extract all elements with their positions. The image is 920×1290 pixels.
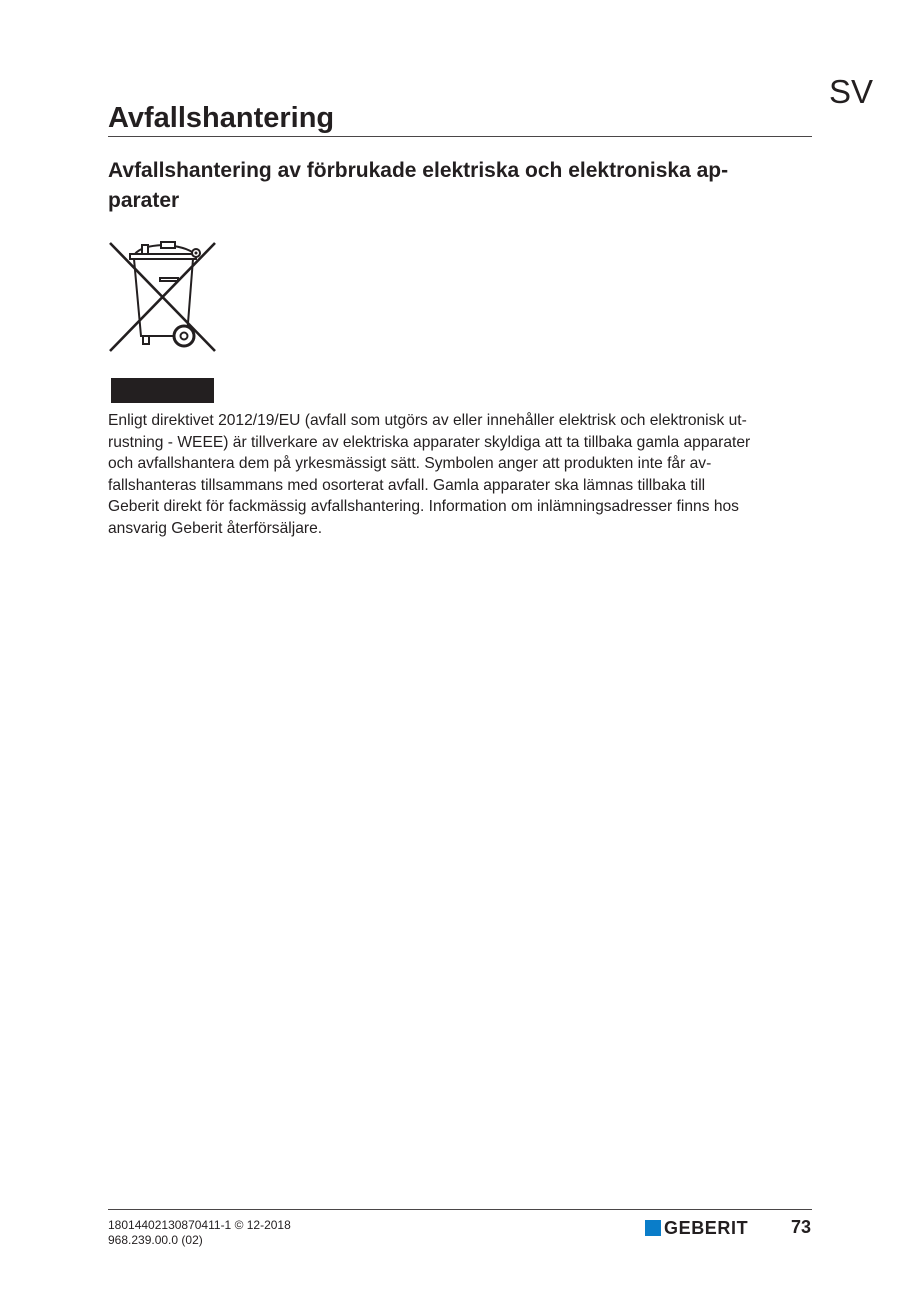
body-line: Enligt direktivet 2012/19/EU (avfall som utgörs av eller innehåller elektrisk och elektronisk ut- [108, 412, 747, 429]
section-title-line: Avfallshantering av förbrukade elektriska och elektroniska ap- [108, 159, 729, 182]
page-title: Avfallshantering [108, 102, 335, 134]
document-number: 968.239.00.0 (02) [108, 1233, 203, 1247]
brand-square-icon [645, 1220, 661, 1236]
separate-collection-bar [111, 378, 214, 403]
title-divider [108, 136, 812, 137]
section-title [108, 156, 808, 216]
section-title-line: parater [108, 189, 180, 212]
body-line: Geberit direkt för fackmässig avfallshantering. Information om inlämningsadresser finns hos [108, 498, 739, 516]
body-line: fallshanteras tillsammans med osorterat avfall. Gamla apparater ska lämnas tillbaka till [108, 476, 706, 494]
brand-logo [645, 1218, 748, 1238]
body-paragraph [108, 410, 820, 540]
page-number: 73 [791, 1217, 812, 1237]
brand-name: GEBERIT [664, 1218, 749, 1238]
body-line: och avfallshantera dem på yrkesmässigt sätt. Symbolen anger att produkten inte får av- [108, 455, 712, 473]
document-id: 18014402130870411-1 © 12-2018 [108, 1218, 291, 1232]
body-line: rustning - WEEE) är tillverkare av elektriska apparater skyldiga att ta tillbaka gamla apparater [108, 433, 751, 451]
footer-divider [108, 1209, 812, 1210]
body-line: ansvarig Geberit återförsäljare. [108, 519, 323, 537]
crossed-out-wheelie-bin-icon [107, 238, 219, 356]
language-code: SV [829, 73, 874, 110]
